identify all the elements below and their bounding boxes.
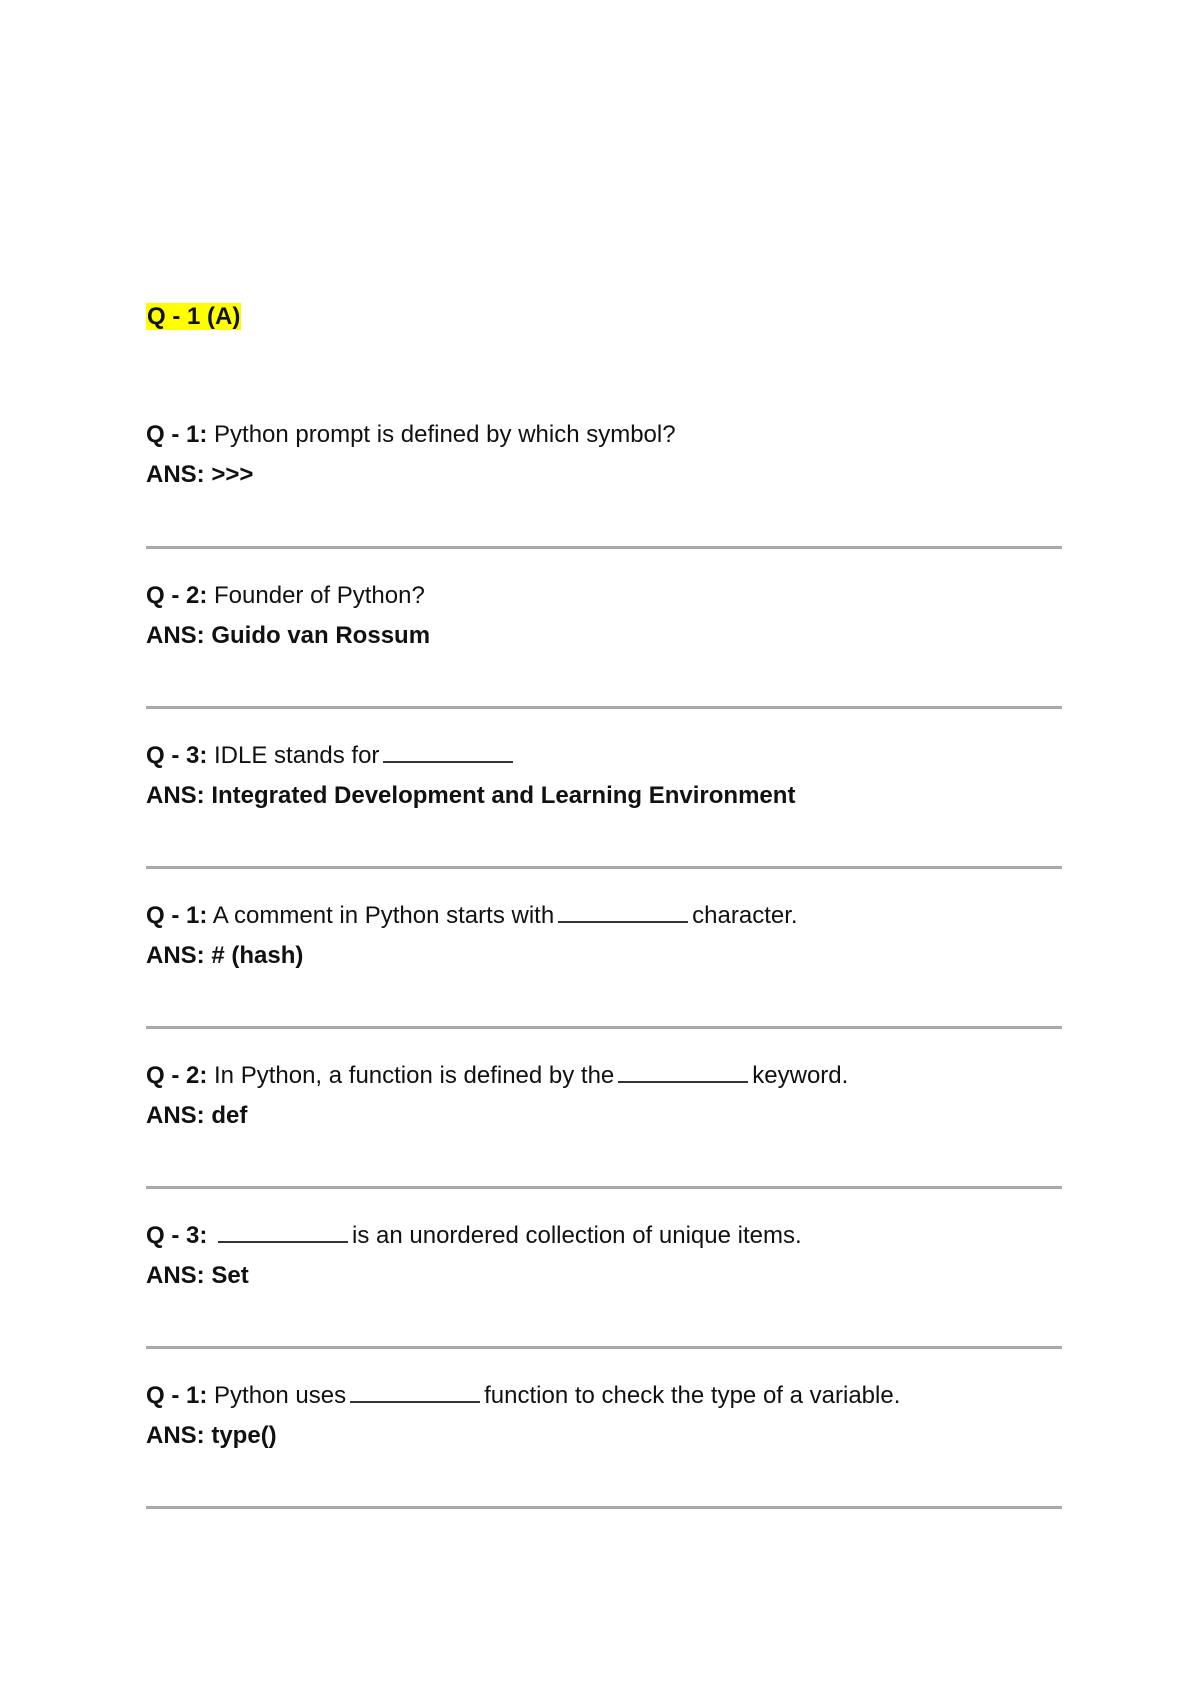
question-label: Q - 2: [146, 1062, 208, 1089]
answer-text: Integrated Development and Learning Environment [211, 782, 796, 809]
fill-in-blank [218, 1219, 348, 1243]
question-label: Q - 1: [146, 902, 208, 929]
question-text-suffix: function to check the type of a variable. [484, 1382, 901, 1409]
divider [146, 866, 1062, 869]
answer-label: ANS: [146, 942, 205, 969]
question-text: Python uses [214, 1382, 347, 1409]
answer-label: ANS: [146, 622, 205, 649]
answer-text: Guido van Rossum [211, 622, 431, 649]
question-label: Q - 2: [146, 582, 208, 609]
divider [146, 706, 1062, 709]
answer-line [146, 458, 1062, 492]
qa-item-7 [146, 1379, 1062, 1453]
answer-label: ANS: [146, 461, 205, 488]
answer-text: >>> [211, 461, 254, 488]
answer-label: ANS: [146, 782, 205, 809]
answer-text: Set [211, 1262, 249, 1289]
divider [146, 1186, 1062, 1189]
question-line [146, 1379, 1062, 1413]
fill-in-blank [350, 1379, 480, 1403]
divider [146, 1026, 1062, 1029]
fill-in-blank [558, 899, 688, 923]
question-text-suffix: keyword. [752, 1062, 849, 1089]
qa-item-5 [146, 1059, 1062, 1133]
divider [146, 1506, 1062, 1509]
question-label: Q - 1: [146, 421, 208, 448]
answer-text: def [211, 1102, 248, 1129]
question-text-suffix: character. [692, 902, 798, 929]
question-text-suffix: is an unordered collection of unique items. [352, 1222, 802, 1249]
section-heading-text: Q - 1 (A) [147, 303, 241, 330]
qa-item-2 [146, 579, 1062, 653]
question-text: A comment in Python starts with [212, 902, 555, 929]
question-line [146, 579, 1062, 613]
question-line [146, 1219, 1062, 1253]
question-line [146, 899, 1062, 933]
answer-line [146, 1419, 1062, 1453]
fill-in-blank [383, 739, 513, 763]
answer-text: # (hash) [211, 942, 304, 969]
answer-line [146, 1099, 1062, 1133]
answer-line [146, 939, 1062, 973]
question-label: Q - 1: [146, 1382, 208, 1409]
section-heading [146, 300, 241, 334]
answer-label: ANS: [146, 1262, 205, 1289]
answer-label: ANS: [146, 1422, 205, 1449]
question-text: Founder of Python? [214, 582, 425, 609]
question-text: IDLE stands for [214, 742, 380, 769]
divider [146, 1346, 1062, 1349]
answer-line [146, 779, 1062, 813]
question-label: Q - 3: [146, 742, 208, 769]
qa-item-3 [146, 739, 1062, 813]
divider [146, 546, 1062, 549]
answer-line [146, 619, 1062, 653]
question-label: Q - 3: [146, 1222, 208, 1249]
question-line [146, 1059, 1062, 1093]
qa-item-4 [146, 899, 1062, 973]
question-line [146, 418, 1062, 452]
answer-text: type() [211, 1422, 277, 1449]
question-text: Python prompt is defined by which symbol? [214, 421, 676, 448]
qa-item-6 [146, 1219, 1062, 1293]
answer-line [146, 1259, 1062, 1293]
question-text: In Python, a function is defined by the [214, 1062, 615, 1089]
question-line [146, 739, 1062, 773]
fill-in-blank [618, 1059, 748, 1083]
qa-item-1 [146, 418, 1062, 492]
answer-label: ANS: [146, 1102, 205, 1129]
